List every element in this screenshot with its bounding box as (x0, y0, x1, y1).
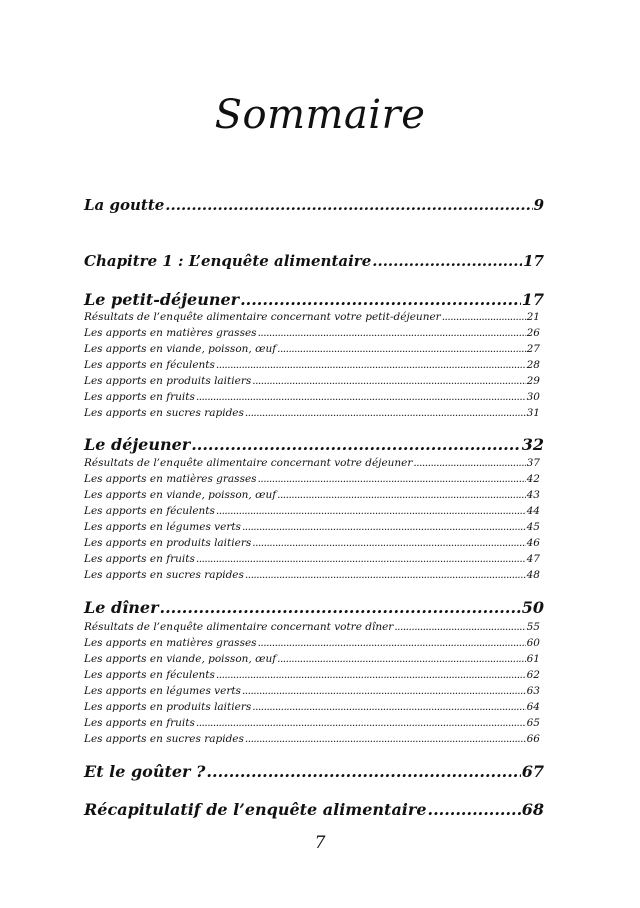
toc-entry-page: 60 (526, 637, 540, 649)
toc-entry-label: Les apports en viande, poisson, œuf (84, 489, 277, 501)
toc-entry-page: 64 (526, 701, 540, 713)
toc-entry-label: Résultats de l’enquête alimentaire concernant votre petit-déjeuner (84, 311, 441, 323)
leader-dots (196, 717, 526, 729)
toc-entry-label: Les apports en féculents (84, 359, 215, 371)
leader-dots (252, 701, 525, 713)
toc-entry-label: Le dîner (84, 598, 159, 617)
toc-entry-label: La goutte (84, 196, 165, 214)
leader-dots (252, 375, 525, 387)
leader-dots (240, 290, 521, 309)
toc-entry-page: 30 (526, 391, 540, 403)
leader-dots (252, 537, 525, 549)
toc-entry-page: 42 (526, 473, 540, 485)
toc-entry-label: Le petit-déjeuner (84, 290, 240, 309)
leader-dots (277, 343, 526, 355)
toc-entry-label: Les apports en sucres rapides (84, 407, 244, 419)
leader-dots (216, 505, 526, 517)
toc-section-dejeuner[interactable] (84, 435, 544, 454)
toc-entry-page: 48 (526, 569, 540, 581)
leader-dots (258, 637, 526, 649)
toc-subentry[interactable] (84, 637, 540, 649)
leader-dots (191, 435, 521, 454)
toc-entry-chapitre-1[interactable] (84, 252, 544, 270)
leader-dots (216, 669, 526, 681)
toc-entry-label: Récapitulatif de l’enquête alimentaire (84, 800, 427, 819)
toc-entry-label: Les apports en féculents (84, 669, 215, 681)
toc-entry-page: 44 (526, 505, 540, 517)
toc-entry-page: 17 (521, 290, 544, 309)
toc-subentry[interactable] (84, 407, 540, 419)
toc-entry-label: Les apports en légumes verts (84, 521, 241, 533)
toc-entry-page: 29 (526, 375, 540, 387)
toc-entry-page: 61 (526, 653, 540, 665)
toc-entry-page: 46 (526, 537, 540, 549)
toc-entry-page: 31 (526, 407, 540, 419)
toc-entry-label: Les apports en féculents (84, 505, 215, 517)
toc-subentry[interactable] (84, 457, 540, 469)
toc-subentry[interactable] (84, 311, 540, 323)
toc-section-petit-dejeuner[interactable] (84, 290, 544, 309)
toc-entry-recapitulatif[interactable] (84, 800, 544, 819)
toc-entry-label: Chapitre 1 : L’enquête alimentaire (84, 252, 372, 270)
toc-entry-label: Les apports en viande, poisson, œuf (84, 343, 277, 355)
toc-subentry[interactable] (84, 653, 540, 665)
toc-subentry[interactable] (84, 505, 540, 517)
toc-entry-page: 55 (526, 621, 540, 633)
toc-subentry[interactable] (84, 391, 540, 403)
leader-dots (242, 685, 526, 697)
toc-entry-page: 26 (526, 327, 540, 339)
toc-entry-page: 37 (526, 457, 540, 469)
toc-subentry[interactable] (84, 685, 540, 697)
leader-dots (413, 457, 525, 469)
toc-entry-label: Les apports en produits laitiers (84, 537, 252, 549)
toc-subentry[interactable] (84, 327, 540, 339)
toc-subentry[interactable] (84, 375, 540, 387)
toc-subentry[interactable] (84, 521, 540, 533)
toc-subentry[interactable] (84, 553, 540, 565)
toc-subentry[interactable] (84, 621, 540, 633)
toc-subentry[interactable] (84, 537, 540, 549)
leader-dots (258, 473, 526, 485)
toc-entry-page: 9 (533, 196, 544, 214)
toc-subentry[interactable] (84, 359, 540, 371)
leader-dots (206, 762, 520, 781)
toc-entry-label: Les apports en matières grasses (84, 327, 257, 339)
toc-entry-page: 66 (526, 733, 540, 745)
leader-dots (258, 327, 526, 339)
toc-entry-page: 45 (526, 521, 540, 533)
toc-entry-page: 67 (521, 762, 544, 781)
toc-entry-label: Les apports en légumes verts (84, 685, 241, 697)
toc-subentry[interactable] (84, 343, 540, 355)
toc-entry-page: 68 (521, 800, 544, 819)
page-title: Sommaire (214, 92, 426, 138)
toc-entry-label: Les apports en matières grasses (84, 473, 257, 485)
toc-section-diner[interactable] (84, 598, 544, 617)
leader-dots (245, 733, 526, 745)
leader-dots (277, 489, 526, 501)
leader-dots (165, 196, 532, 214)
leader-dots (428, 800, 521, 819)
toc-entry-label: Les apports en sucres rapides (84, 569, 244, 581)
leader-dots (242, 521, 526, 533)
toc-entry-page: 17 (523, 252, 544, 270)
toc-subentry[interactable] (84, 473, 540, 485)
toc-entry-label: Les apports en viande, poisson, œuf (84, 653, 277, 665)
toc-subentry[interactable] (84, 733, 540, 745)
toc-subentry[interactable] (84, 569, 540, 581)
toc-subentry[interactable] (84, 669, 540, 681)
toc-entry-page: 27 (526, 343, 540, 355)
leader-dots (277, 653, 526, 665)
toc-entry-label: Résultats de l’enquête alimentaire concernant votre dîner (84, 621, 394, 633)
toc-entry-label: Les apports en produits laitiers (84, 701, 252, 713)
leader-dots (196, 553, 526, 565)
toc-subentry[interactable] (84, 701, 540, 713)
leader-dots (394, 621, 525, 633)
toc-entry-label: Les apports en fruits (84, 391, 195, 403)
leader-dots (196, 391, 526, 403)
toc-entry-label: Les apports en produits laitiers (84, 375, 252, 387)
toc-entry-page: 21 (526, 311, 540, 323)
toc-entry-page: 62 (526, 669, 540, 681)
page-number: 7 (314, 833, 326, 853)
toc-entry-label: Les apports en sucres rapides (84, 733, 244, 745)
leader-dots (245, 407, 526, 419)
toc-entry-label: Les apports en fruits (84, 717, 195, 729)
toc-entry-label: Les apports en fruits (84, 553, 195, 565)
leader-dots (216, 359, 526, 371)
toc-entry-page: 32 (521, 435, 544, 454)
toc-entry-label: Et le goûter ? (84, 762, 206, 781)
toc-entry-label: Les apports en matières grasses (84, 637, 257, 649)
toc-entry-page: 28 (526, 359, 540, 371)
toc-subentry[interactable] (84, 489, 540, 501)
leader-dots (245, 569, 526, 581)
leader-dots (442, 311, 526, 323)
toc-entry-page: 47 (526, 553, 540, 565)
toc-entry-gouter[interactable] (84, 762, 544, 781)
toc-entry-page: 43 (526, 489, 540, 501)
toc-entry-page: 63 (526, 685, 540, 697)
toc-entry-page: 50 (521, 598, 544, 617)
toc-entry-page: 65 (526, 717, 540, 729)
leader-dots (160, 598, 521, 617)
toc-subentry[interactable] (84, 717, 540, 729)
toc-entry-label: Le déjeuner (84, 435, 191, 454)
toc-entry-la-goutte[interactable] (84, 196, 544, 214)
toc-entry-label: Résultats de l’enquête alimentaire concernant votre déjeuner (84, 457, 413, 469)
leader-dots (372, 252, 522, 270)
